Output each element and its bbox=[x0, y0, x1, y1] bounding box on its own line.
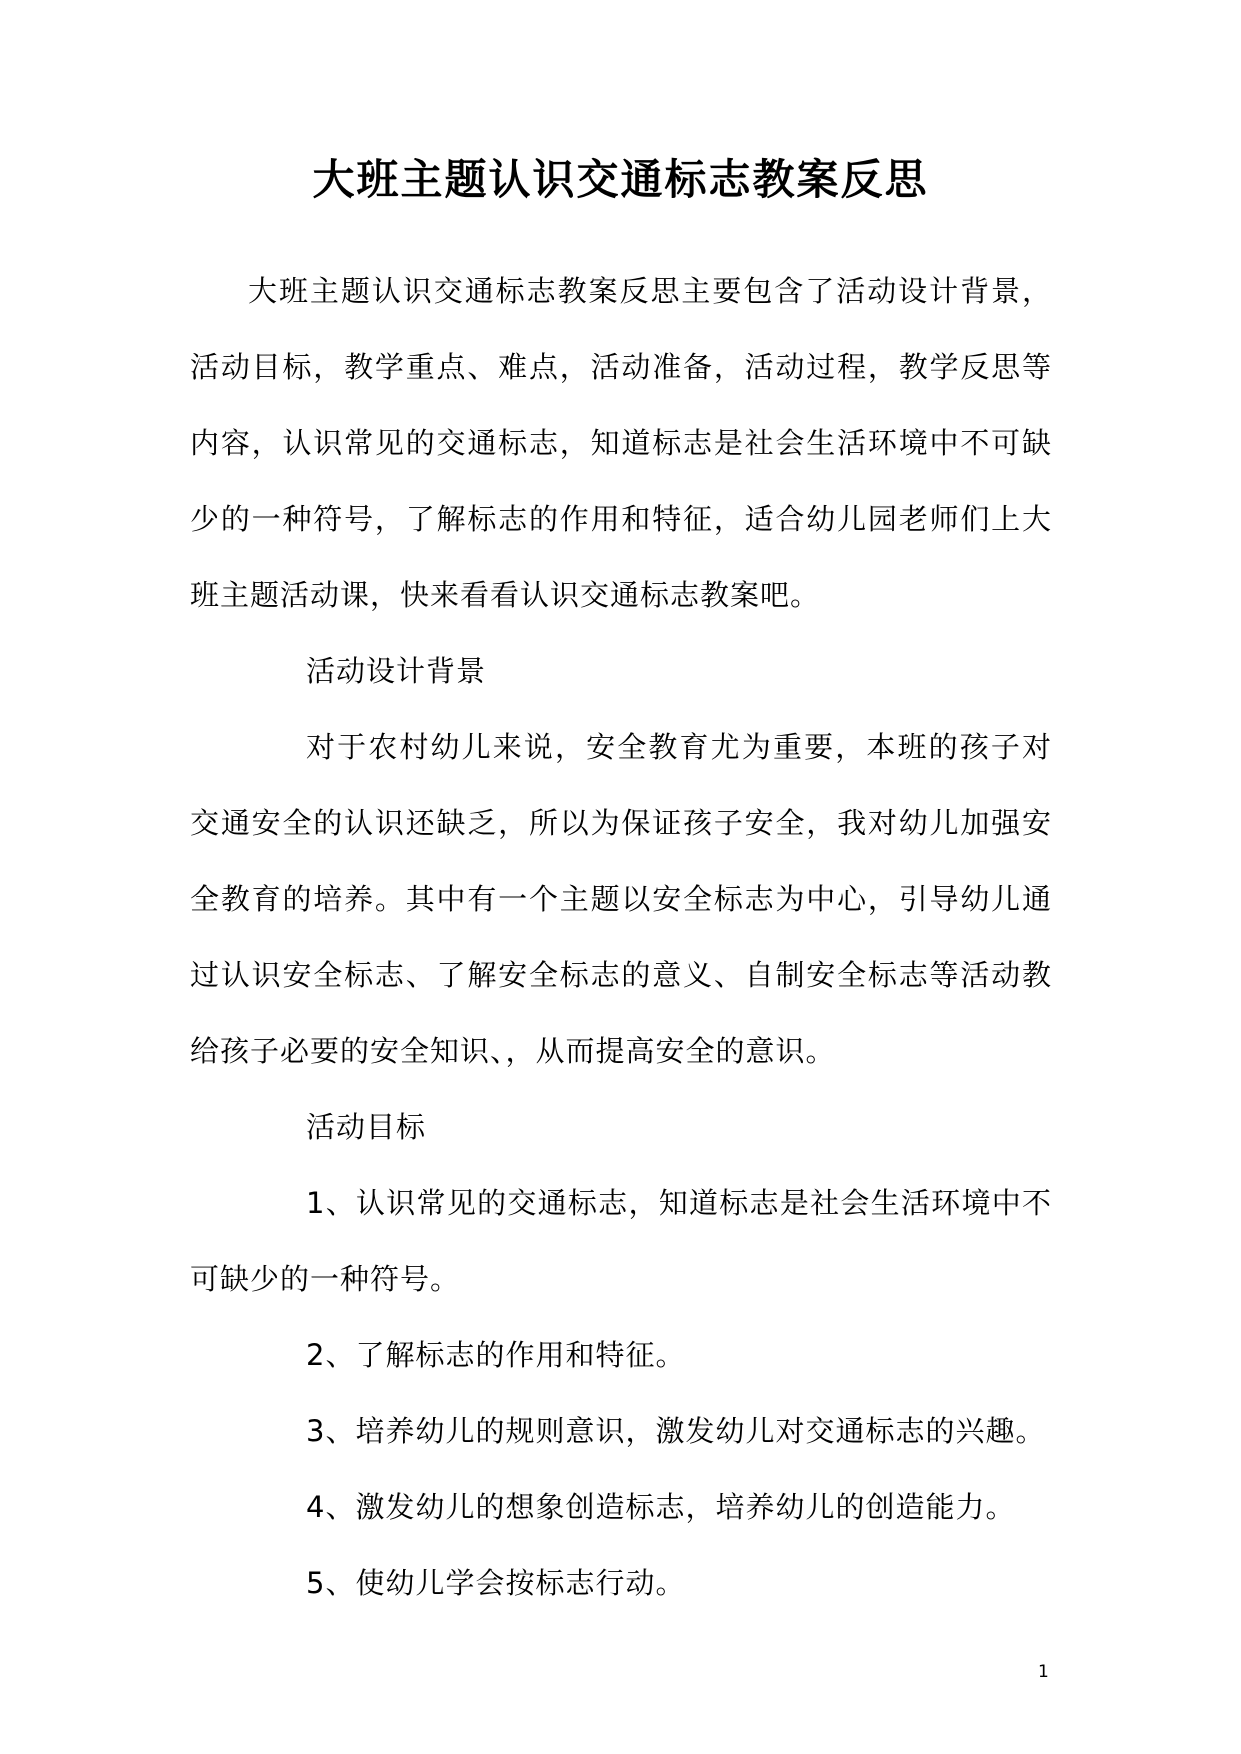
intro-paragraph: 大班主题认识交通标志教案反思主要包含了活动设计背景，活动目标，教学重点、难点，活动准备，活动过程，教学反思等内容，认识常见的交通标志，知道标志是社会生活环境中不可缺少的一种符号，了解标志的作用和特征，适合幼儿园老师们上大班主题活动课，快来看看认识交通标志教案吧。 bbox=[190, 274, 1052, 612]
goal-item: 4、激发幼儿的想象创造标志，培养幼儿的创造能力。 bbox=[306, 1490, 1016, 1524]
goal-item: 3、培养幼儿的规则意识，激发幼儿对交通标志的兴趣。 bbox=[306, 1414, 1046, 1448]
goal-item: 1、认识常见的交通标志，知道标志是社会生活环境中不可缺少的一种符号。 bbox=[190, 1186, 1052, 1296]
background-paragraph: 对于农村幼儿来说，安全教育尤为重要，本班的孩子对交通安全的认识还缺乏，所以为保证孩子安全，我对幼儿加强安全教育的培养。其中有一个主题以安全标志为中心，引导幼儿通过认识安全标志、了解安全标志的意义、自制安全标志等活动教给孩子必要的安全知识、，从而提高安全的意识。 bbox=[190, 730, 1052, 1068]
section-heading-background: 活动设计背景 bbox=[306, 654, 487, 688]
page-number: 1 bbox=[1038, 1662, 1049, 1682]
goal-item: 5、使幼儿学会按标志行动。 bbox=[306, 1566, 686, 1600]
document-body bbox=[190, 253, 1052, 1621]
goal-item: 2、了解标志的作用和特征。 bbox=[306, 1338, 686, 1372]
section-heading-goals: 活动目标 bbox=[306, 1110, 427, 1144]
document-title: 大班主题认识交通标志教案反思 bbox=[312, 155, 929, 204]
